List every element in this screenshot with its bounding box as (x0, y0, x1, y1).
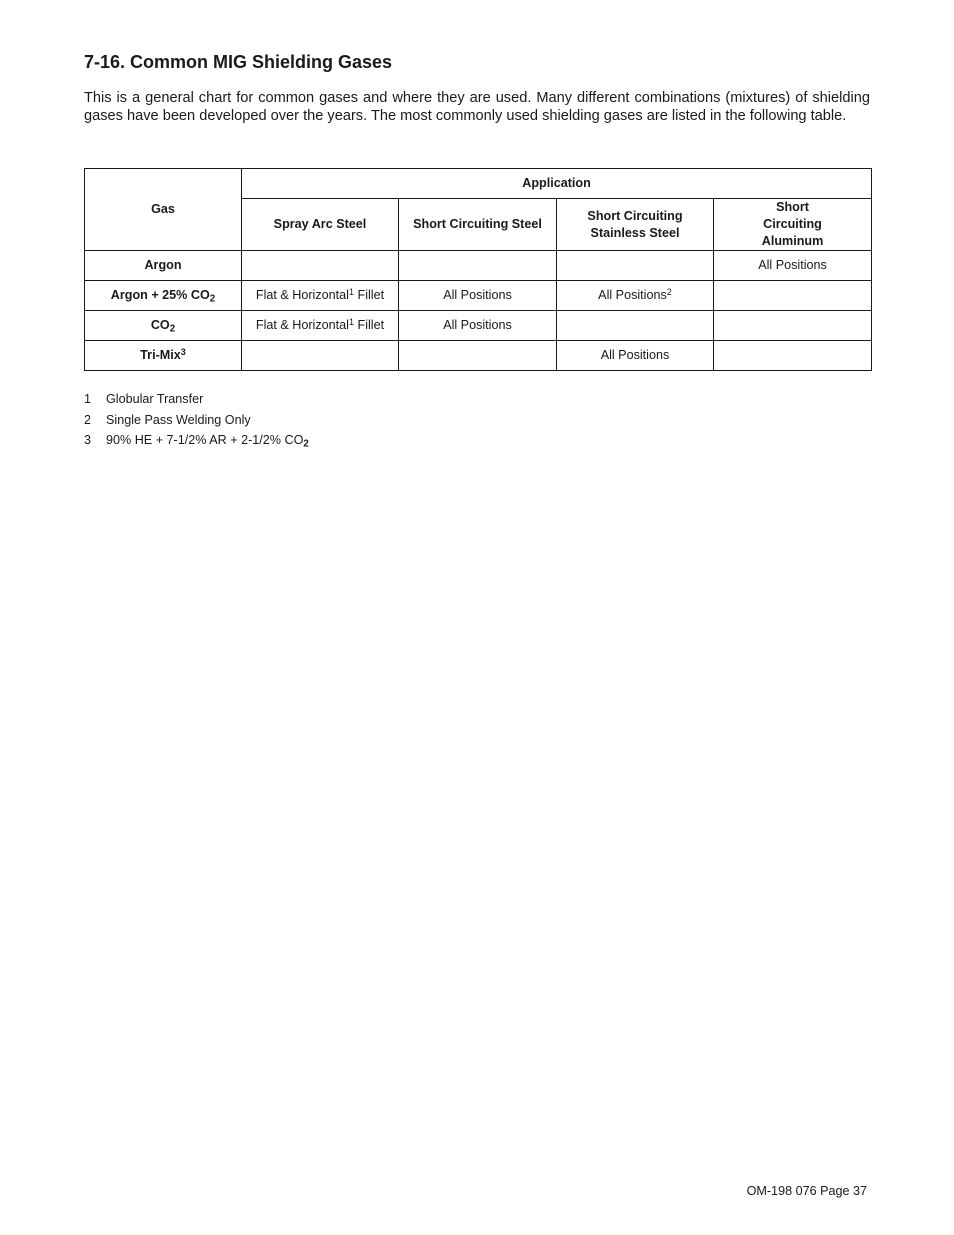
table-cell (714, 281, 872, 311)
shielding-gas-table (84, 168, 872, 371)
table-cell (242, 251, 399, 281)
gas-cell: Argon (85, 251, 242, 281)
table-cell: All Positions (399, 311, 557, 341)
table-cell (399, 341, 557, 371)
gas-cell: Argon + 25% $CO_2$ (85, 281, 242, 311)
footnote-number: 1 (84, 392, 92, 406)
footnote-text: 90% HE + 7-1/2% AR + 2-1/2% $CO_2$ (106, 433, 309, 450)
page-number: OM-198 076 Page 37 (746, 1184, 867, 1198)
table-cell (557, 251, 714, 281)
table-cell: All Positions (714, 251, 872, 281)
table-cell (714, 311, 872, 341)
table-cell (242, 341, 399, 371)
footnote-number: 2 (84, 412, 92, 427)
gas-column-header: Gas (85, 169, 242, 251)
table-cell: Flat & Horizontal$^1$ Fillet (242, 281, 399, 311)
column-header: Short Circuiting Stainless Steel (557, 199, 714, 251)
footnote-number: 3 (84, 433, 92, 447)
column-header: Short Circuiting Aluminum (714, 199, 872, 251)
application-header: Application (242, 169, 872, 199)
footnotes (84, 392, 309, 454)
column-header: Spray Arc Steel (242, 199, 399, 251)
table-cell (714, 341, 872, 371)
section-title: 7-16. Common MIG Shielding Gases (84, 52, 393, 72)
table-cell (557, 311, 714, 341)
footnote-text: Single Pass Welding Only (106, 412, 251, 427)
table-row (85, 341, 872, 371)
gas-cell: $CO_2$ (85, 311, 242, 341)
table-row (85, 311, 872, 341)
table-cell: All Positions$^2$ (557, 281, 714, 311)
footnote-text: Globular Transfer (106, 392, 204, 406)
column-header: Short Circuiting Steel (399, 199, 557, 251)
footnote (84, 413, 309, 434)
intro-paragraph: This is a general chart for common gases and where they are used. Many different combinations (mixtures) of shielding gases have been developed over the years. The most commonly used shielding gases are listed in the following table. (84, 90, 870, 124)
table-cell (399, 251, 557, 281)
footnote (84, 392, 309, 413)
table-row (85, 281, 872, 311)
table-row (85, 251, 872, 281)
gas-cell: Tri-Mix$^3$ (85, 341, 242, 371)
table-cell: All Positions (399, 281, 557, 311)
table-cell: All Positions (557, 341, 714, 371)
table-header-row (85, 169, 872, 199)
footnote (84, 433, 309, 454)
table-cell: Flat & Horizontal$^1$ Fillet (242, 311, 399, 341)
